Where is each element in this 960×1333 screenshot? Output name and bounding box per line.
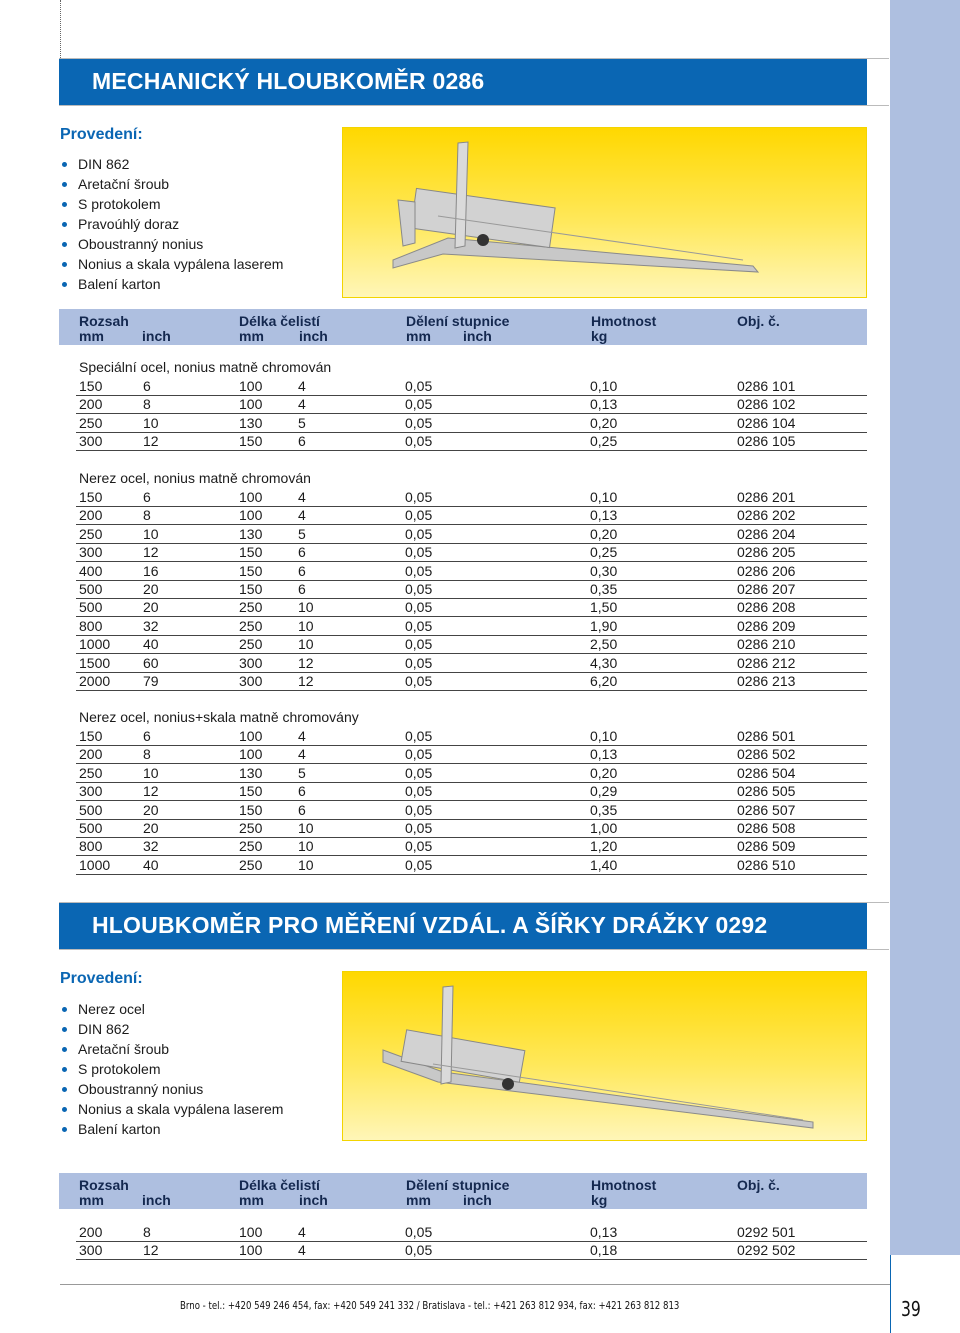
cell-range-inch: 12 (143, 433, 159, 450)
feature-item (60, 1059, 283, 1079)
cell-division: 0,05 (405, 544, 433, 561)
cell-jaw-inch: 12 (298, 673, 314, 689)
cell-jaw-inch: 10 (298, 599, 314, 616)
section-1-title: MECHANICKÝ HLOUBKOMĚR 0286 (92, 68, 485, 94)
table-row (76, 654, 867, 673)
cell-division: 0,05 (405, 728, 433, 744)
cell-jaw-mm: 100 (239, 1242, 263, 1259)
cell-range-mm: 150 (79, 378, 103, 394)
cell-weight: 6,20 (590, 673, 618, 689)
cell-weight: 0,13 (590, 396, 618, 413)
cell-order-no: 0286 510 (737, 856, 796, 873)
cell-division: 0,05 (405, 801, 433, 818)
cell-jaw-inch: 6 (298, 433, 306, 450)
feature-item (60, 174, 283, 194)
cell-jaw-inch: 6 (298, 581, 306, 597)
page-number: 39 (901, 1297, 921, 1321)
cell-jaw-inch: 5 (298, 764, 306, 781)
cell-division: 0,05 (405, 1224, 433, 1240)
cell-jaw-inch: 5 (298, 414, 306, 431)
cell-order-no: 0286 212 (737, 654, 796, 671)
cell-range-mm: 300 (79, 544, 103, 561)
crop-mark (60, 0, 61, 60)
feature-text: Nonius a skala vypálena laserem (78, 1101, 284, 1117)
table-row (76, 488, 867, 507)
cell-weight: 0,10 (590, 728, 618, 744)
cell-weight: 2,50 (590, 636, 618, 653)
feature-item (60, 999, 283, 1019)
cell-range-inch: 20 (143, 801, 159, 818)
cell-jaw-inch: 4 (298, 728, 306, 744)
column-header-inch: inch (463, 328, 492, 344)
cell-jaw-inch: 4 (298, 507, 306, 524)
cell-jaw-mm: 100 (239, 507, 263, 524)
cell-jaw-inch: 10 (298, 856, 314, 873)
cell-division: 0,05 (405, 820, 433, 836)
bullet-icon (62, 1027, 67, 1032)
cell-range-inch: 8 (143, 1224, 151, 1240)
cell-range-inch: 12 (143, 544, 159, 561)
cell-order-no: 0286 504 (737, 764, 796, 781)
feature-text: Balení karton (78, 276, 161, 292)
table-row (76, 635, 867, 654)
cell-range-mm: 250 (79, 525, 103, 542)
cell-range-mm: 200 (79, 507, 103, 524)
cell-order-no: 0286 105 (737, 433, 796, 450)
cell-jaw-mm: 150 (239, 783, 263, 800)
feature-item (60, 234, 283, 254)
cell-range-mm: 250 (79, 414, 103, 431)
feature-item (60, 1019, 283, 1039)
feature-item (60, 274, 283, 294)
table-row (76, 543, 867, 562)
cell-order-no: 0286 509 (737, 838, 796, 855)
column-header-mm: mm (79, 328, 104, 344)
cell-jaw-inch: 12 (298, 654, 314, 671)
cell-order-no: 0286 104 (737, 414, 796, 431)
cell-range-mm: 1000 (79, 856, 111, 873)
column-header-mm: mm (406, 1192, 431, 1208)
table-row (76, 506, 867, 525)
cell-weight: 0,35 (590, 801, 618, 818)
feature-text: Aretační šroub (78, 1041, 170, 1057)
bullet-icon (62, 282, 67, 287)
cell-order-no: 0292 502 (737, 1242, 796, 1259)
cell-jaw-mm: 150 (239, 581, 263, 597)
feature-item (60, 254, 283, 274)
cell-order-no: 0286 102 (737, 396, 796, 413)
table-row (76, 727, 867, 746)
table-row (76, 580, 867, 599)
cell-order-no: 0286 206 (737, 562, 796, 579)
section-1-feature-list (60, 154, 283, 294)
feature-item (60, 154, 283, 174)
cell-order-no: 0286 213 (737, 673, 796, 689)
cell-weight: 0,10 (590, 378, 618, 394)
column-header-mm: mm (239, 1192, 264, 1208)
feature-item (60, 1119, 283, 1139)
cell-range-inch: 8 (143, 746, 151, 763)
cell-range-inch: 20 (143, 581, 159, 597)
cell-range-mm: 200 (79, 746, 103, 763)
cell-division: 0,05 (405, 856, 433, 873)
cell-jaw-inch: 4 (298, 1224, 306, 1240)
cell-division: 0,05 (405, 599, 433, 616)
cell-jaw-mm: 100 (239, 728, 263, 744)
feature-text: Oboustranný nonius (78, 236, 204, 252)
column-header-inch: inch (463, 1192, 492, 1208)
cell-jaw-mm: 150 (239, 433, 263, 450)
bullet-icon (62, 182, 67, 187)
table-group-title: Nerez ocel, nonius+skala matně chromovány (79, 709, 359, 725)
cell-jaw-mm: 150 (239, 562, 263, 579)
cell-jaw-inch: 4 (298, 378, 306, 394)
column-header-inch: inch (142, 1192, 171, 1208)
product-photo-0286 (342, 127, 867, 298)
cell-weight: 0,20 (590, 525, 618, 542)
cell-range-mm: 300 (79, 1242, 103, 1259)
cell-weight: 0,20 (590, 764, 618, 781)
footer-rule (60, 1284, 890, 1285)
cell-order-no: 0286 501 (737, 728, 796, 744)
cell-range-mm: 200 (79, 1224, 103, 1240)
table-row (76, 432, 867, 451)
cell-range-inch: 40 (143, 636, 159, 653)
column-header-rozsah: Rozsah (79, 1177, 129, 1193)
column-header-kg: kg (591, 328, 608, 344)
cell-jaw-mm: 250 (239, 636, 263, 653)
cell-weight: 1,00 (590, 820, 618, 836)
cell-jaw-mm: 100 (239, 396, 263, 413)
cell-range-inch: 6 (143, 489, 151, 505)
feature-item (60, 1099, 283, 1119)
cell-jaw-inch: 4 (298, 396, 306, 413)
table-row (76, 856, 867, 875)
feature-text: Aretační šroub (78, 176, 170, 192)
bullet-icon (62, 162, 67, 167)
table-row (76, 1223, 867, 1242)
cell-jaw-inch: 4 (298, 1242, 306, 1259)
cell-order-no: 0286 209 (737, 617, 796, 634)
column-header-mm: mm (239, 328, 264, 344)
cell-range-inch: 8 (143, 396, 151, 413)
cell-range-mm: 300 (79, 783, 103, 800)
cell-order-no: 0286 205 (737, 544, 796, 561)
cell-range-inch: 10 (143, 414, 159, 431)
cell-order-no: 0286 202 (737, 507, 796, 524)
cell-weight: 0,20 (590, 414, 618, 431)
bullet-icon (62, 222, 67, 227)
column-header-kg: kg (591, 1192, 608, 1208)
cell-division: 0,05 (405, 673, 433, 689)
cell-division: 0,05 (405, 433, 433, 450)
cell-weight: 0,25 (590, 433, 618, 450)
table-group-title: Speciální ocel, nonius matně chromován (79, 359, 332, 375)
cell-order-no: 0286 207 (737, 581, 796, 597)
cell-division: 0,05 (405, 414, 433, 431)
cell-division: 0,05 (405, 654, 433, 671)
column-header-deleni: Dělení stupnice (406, 313, 510, 329)
section-2-feature-list (60, 999, 283, 1139)
table-row (76, 819, 867, 838)
section-1-provedeni-title: Provedení: (60, 126, 143, 143)
cell-division: 0,05 (405, 636, 433, 653)
cell-range-inch: 32 (143, 838, 159, 855)
product-photo-0292 (342, 971, 867, 1141)
cell-range-inch: 16 (143, 562, 159, 579)
feature-item (60, 194, 283, 214)
cell-weight: 0,13 (590, 746, 618, 763)
feature-text: Balení karton (78, 1121, 161, 1137)
cell-jaw-mm: 130 (239, 764, 263, 781)
cell-order-no: 0292 501 (737, 1224, 796, 1240)
cell-range-inch: 10 (143, 764, 159, 781)
table-row (76, 598, 867, 617)
cell-range-inch: 12 (143, 783, 159, 800)
cell-jaw-inch: 10 (298, 820, 314, 836)
column-header-obj: Obj. č. (737, 313, 780, 329)
cell-weight: 0,29 (590, 783, 618, 800)
cell-jaw-mm: 300 (239, 654, 263, 671)
cell-weight: 1,50 (590, 599, 618, 616)
cell-jaw-inch: 10 (298, 617, 314, 634)
cell-range-inch: 60 (143, 654, 159, 671)
cell-range-inch: 12 (143, 1242, 159, 1259)
feature-text: S protokolem (78, 196, 161, 212)
cell-jaw-mm: 100 (239, 746, 263, 763)
cell-division: 0,05 (405, 396, 433, 413)
cell-jaw-inch: 6 (298, 783, 306, 800)
column-header-rozsah: Rozsah (79, 313, 129, 329)
bullet-icon (62, 242, 67, 247)
cell-division: 0,05 (405, 746, 433, 763)
cell-range-mm: 400 (79, 562, 103, 579)
cell-range-mm: 500 (79, 599, 103, 616)
cell-division: 0,05 (405, 764, 433, 781)
cell-jaw-mm: 250 (239, 820, 263, 836)
cell-jaw-inch: 10 (298, 636, 314, 653)
cell-range-inch: 6 (143, 378, 151, 394)
cell-range-inch: 10 (143, 525, 159, 542)
footer-contacts: Brno - tel.: +420 549 246 454, fax: +420 549 241 332 / Bratislava - tel.: +421 263 812 934, fax: +421 263 812 813 (180, 1299, 680, 1312)
cell-order-no: 0286 210 (737, 636, 796, 653)
section-2-header (59, 903, 867, 949)
cell-range-inch: 20 (143, 820, 159, 836)
cell-weight: 1,20 (590, 838, 618, 855)
feature-item (60, 214, 283, 234)
header-rule-bottom-2 (59, 949, 889, 950)
cell-division: 0,05 (405, 783, 433, 800)
cell-division: 0,05 (405, 525, 433, 542)
table-row (76, 525, 867, 544)
column-header-hmotnost: Hmotnost (591, 1177, 657, 1193)
cell-division: 0,05 (405, 581, 433, 597)
bullet-icon (62, 262, 67, 267)
column-header-obj: Obj. č. (737, 1177, 780, 1193)
cell-range-mm: 1000 (79, 636, 111, 653)
cell-weight: 1,90 (590, 617, 618, 634)
cell-order-no: 0286 201 (737, 489, 796, 505)
cell-division: 0,05 (405, 378, 433, 394)
cell-jaw-mm: 100 (239, 378, 263, 394)
cell-jaw-inch: 6 (298, 544, 306, 561)
cell-range-inch: 79 (143, 673, 159, 689)
cell-range-mm: 800 (79, 838, 103, 855)
cell-order-no: 0286 505 (737, 783, 796, 800)
cell-jaw-inch: 6 (298, 562, 306, 579)
feature-text: DIN 862 (78, 1021, 130, 1037)
cell-division: 0,05 (405, 489, 433, 505)
cell-range-mm: 200 (79, 396, 103, 413)
bullet-icon (62, 1007, 67, 1012)
cell-order-no: 0286 508 (737, 820, 796, 836)
table-row (76, 782, 867, 801)
cell-range-inch: 20 (143, 599, 159, 616)
cell-range-inch: 32 (143, 617, 159, 634)
cell-range-mm: 500 (79, 820, 103, 836)
feature-item (60, 1039, 283, 1059)
column-header-inch: inch (299, 1192, 328, 1208)
bullet-icon (62, 202, 67, 207)
column-header-deleni: Dělení stupnice (406, 1177, 510, 1193)
cell-jaw-mm: 130 (239, 414, 263, 431)
section-2-table-header (59, 1173, 867, 1209)
table-row (76, 672, 867, 691)
table-row (76, 745, 867, 764)
cell-jaw-mm: 250 (239, 599, 263, 616)
bullet-icon (62, 1087, 67, 1092)
cell-jaw-inch: 5 (298, 525, 306, 542)
page-number-box (890, 1255, 960, 1333)
cell-weight: 0,25 (590, 544, 618, 561)
cell-range-mm: 300 (79, 433, 103, 450)
column-header-mm: mm (79, 1192, 104, 1208)
bullet-icon (62, 1107, 67, 1112)
cell-order-no: 0286 204 (737, 525, 796, 542)
cell-jaw-inch: 4 (298, 746, 306, 763)
cell-jaw-mm: 130 (239, 525, 263, 542)
cell-jaw-inch: 6 (298, 801, 306, 818)
cell-weight: 0,13 (590, 507, 618, 524)
section-2-provedeni-title: Provedení: (60, 970, 143, 987)
table-row (76, 764, 867, 783)
depth-gauge-illustration (343, 128, 868, 299)
cell-jaw-mm: 150 (239, 801, 263, 818)
cell-division: 0,05 (405, 562, 433, 579)
cell-order-no: 0286 502 (737, 746, 796, 763)
table-row (76, 395, 867, 414)
cell-range-inch: 8 (143, 507, 151, 524)
feature-text: S protokolem (78, 1061, 161, 1077)
cell-weight: 4,30 (590, 654, 618, 671)
cell-jaw-mm: 100 (239, 489, 263, 505)
feature-text: Oboustranný nonius (78, 1081, 204, 1097)
column-header-inch: inch (142, 328, 171, 344)
cell-range-mm: 150 (79, 489, 103, 505)
cell-range-mm: 500 (79, 581, 103, 597)
table-row (76, 801, 867, 820)
cell-division: 0,05 (405, 1242, 433, 1259)
cell-weight: 0,18 (590, 1242, 618, 1259)
cell-range-mm: 500 (79, 801, 103, 818)
cell-jaw-mm: 100 (239, 1224, 263, 1240)
cell-weight: 0,30 (590, 562, 618, 579)
section-1-header (59, 59, 867, 105)
cell-order-no: 0286 101 (737, 378, 796, 394)
cell-jaw-mm: 250 (239, 838, 263, 855)
cell-division: 0,05 (405, 838, 433, 855)
column-header-delka: Délka čelistí (239, 1177, 320, 1193)
table-group-title: Nerez ocel, nonius matně chromován (79, 470, 311, 486)
section-2-title: HLOUBKOMĚR PRO MĚŘENÍ VZDÁL. A ŠÍŘKY DRÁŽKY 0292 (92, 912, 768, 938)
cell-range-mm: 800 (79, 617, 103, 634)
column-header-hmotnost: Hmotnost (591, 313, 657, 329)
table-row (76, 1241, 867, 1260)
bullet-icon (62, 1067, 67, 1072)
cell-range-mm: 250 (79, 764, 103, 781)
table-row (76, 414, 867, 433)
cell-jaw-mm: 250 (239, 856, 263, 873)
feature-text: Nonius a skala vypálena laserem (78, 256, 284, 272)
cell-jaw-inch: 10 (298, 838, 314, 855)
cell-range-inch: 6 (143, 728, 151, 744)
feature-item (60, 1079, 283, 1099)
cell-range-mm: 1500 (79, 654, 111, 671)
bullet-icon (62, 1127, 67, 1132)
cell-weight: 0,13 (590, 1224, 618, 1240)
column-header-delka: Délka čelistí (239, 313, 320, 329)
cell-order-no: 0286 208 (737, 599, 796, 616)
table-row (76, 562, 867, 581)
cell-weight: 0,35 (590, 581, 618, 597)
cell-range-mm: 2000 (79, 673, 111, 689)
cell-jaw-inch: 4 (298, 489, 306, 505)
header-rule-bottom (59, 105, 889, 106)
feature-text: Pravoúhlý doraz (78, 216, 180, 232)
cell-weight: 1,40 (590, 856, 618, 873)
table-row (76, 837, 867, 856)
table-row (76, 617, 867, 636)
page-number-rule (890, 1255, 891, 1333)
cell-division: 0,05 (405, 507, 433, 524)
column-header-mm: mm (406, 328, 431, 344)
cell-jaw-mm: 150 (239, 544, 263, 561)
bullet-icon (62, 1047, 67, 1052)
cell-jaw-mm: 250 (239, 617, 263, 634)
right-margin-band (890, 0, 960, 1333)
column-header-inch: inch (299, 328, 328, 344)
cell-range-mm: 150 (79, 728, 103, 744)
cell-weight: 0,10 (590, 489, 618, 505)
groove-gauge-illustration (343, 972, 868, 1142)
cell-division: 0,05 (405, 617, 433, 634)
cell-order-no: 0286 507 (737, 801, 796, 818)
feature-text: Nerez ocel (78, 1001, 145, 1017)
section-1-table-header (59, 309, 867, 345)
cell-jaw-mm: 300 (239, 673, 263, 689)
table-row (76, 377, 867, 396)
feature-text: DIN 862 (78, 156, 130, 172)
cell-range-inch: 40 (143, 856, 159, 873)
